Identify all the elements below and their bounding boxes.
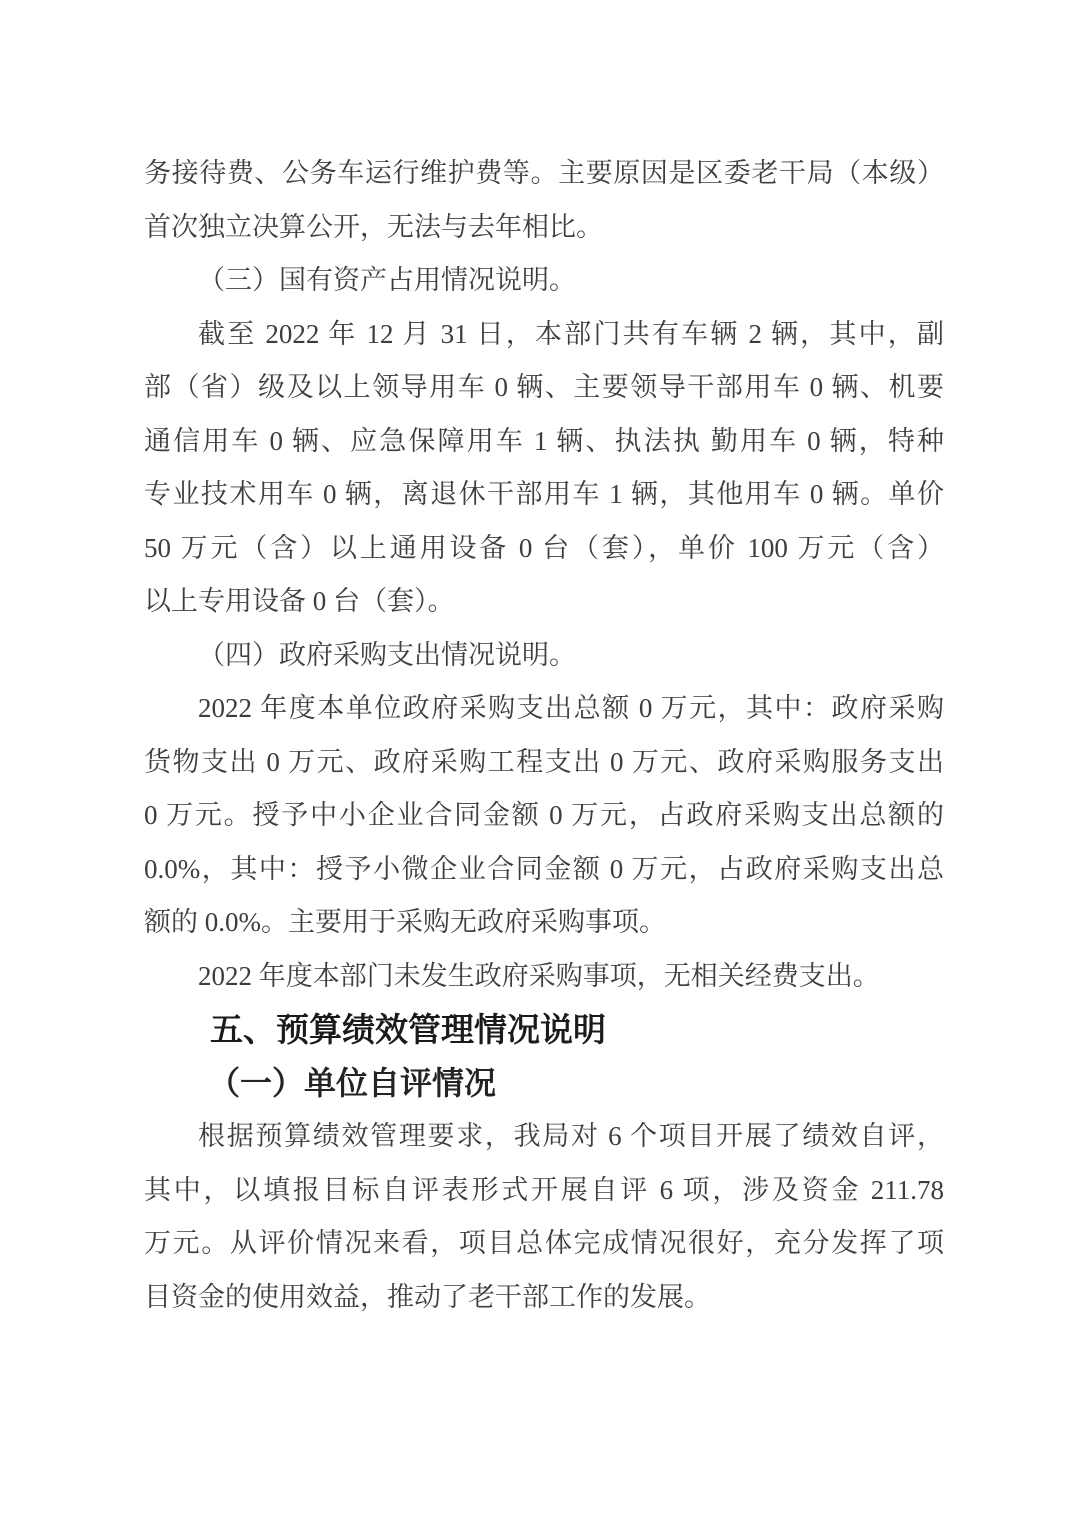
subsection-1-heading: （一）单位自评情况 <box>208 1064 497 1101</box>
document-body <box>144 147 944 1324</box>
body-line: 其中，以填报目标自评表形式开展自评 6 项，涉及资金 211.78 <box>144 1174 944 1205</box>
body-line: 专业技术用车 0 辆，离退休干部用车 1 辆，其他用车 0 辆。单价 <box>144 479 944 509</box>
body-line: 截至 2022 年 12 月 31 日，本部门共有车辆 2 辆，其中，副 <box>198 318 944 349</box>
body-line: 万元。从评价情况来看，项目总体完成情况很好，充分发挥了项 <box>144 1228 944 1258</box>
body-line: 0 万元。授予中小企业合同金额 0 万元，占政府采购支出总额的 <box>144 800 944 830</box>
body-line: 通信用车 0 辆、应急保障用车 1 辆、执法执 勤用车 0 辆，特种 <box>144 425 944 456</box>
body-line: 2022 年度本单位政府采购支出总额 0 万元，其中：政府采购 <box>198 693 944 723</box>
body-line: 50 万元（含）以上通用设备 0 台（套），单价 100 万元（含） <box>144 532 944 563</box>
body-line: 部（省）级及以上领导用车 0 辆、主要领导干部用车 0 辆、机要 <box>144 372 944 402</box>
body-line: 根据预算绩效管理要求，我局对 6 个项目开展了绩效自评， <box>198 1121 944 1151</box>
clause-3-heading-line: （三）国有资产占用情况说明。 <box>198 265 576 295</box>
clause-4-heading-line: （四）政府采购支出情况说明。 <box>198 639 576 670</box>
body-line: 首次独立决算公开，无法与去年相比。 <box>144 211 603 242</box>
section-5-heading: 五、预算绩效管理情况说明 <box>210 1011 606 1048</box>
body-line: 2022 年度本部门未发生政府采购事项，无相关经费支出。 <box>198 960 880 991</box>
body-line: 额的 0.0%。主要用于采购无政府采购事项。 <box>144 907 666 937</box>
body-line: 务接待费、公务车运行维护费等。主要原因是区委老干局（本级） <box>144 158 944 188</box>
body-line: 0.0%，其中：授予小微企业合同金额 0 万元，占政府采购支出总 <box>144 853 944 884</box>
body-line: 货物支出 0 万元、政府采购工程支出 0 万元、政府采购服务支出 <box>144 746 944 777</box>
body-line: 目资金的使用效益，推动了老干部工作的发展。 <box>144 1281 711 1312</box>
body-line: 以上专用设备 0 台（套）。 <box>144 586 455 616</box>
